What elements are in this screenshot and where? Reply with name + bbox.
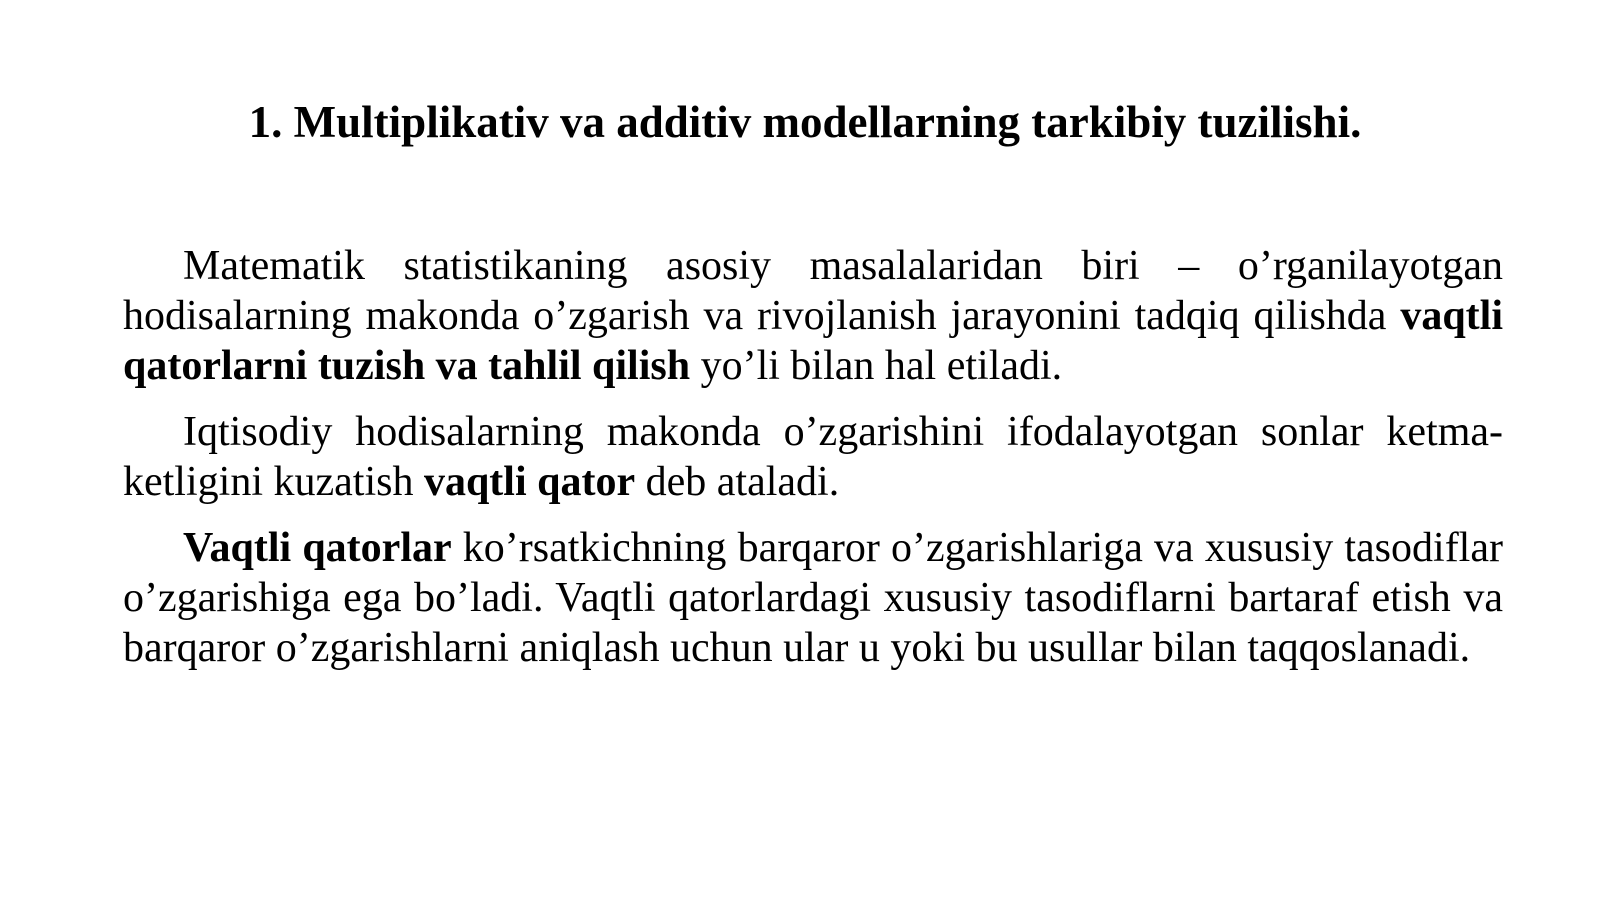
paragraph-1-bold-term: vaqtli qatorlarni tuzish va tahlil qilish	[123, 293, 1503, 389]
paragraph-2-text-end: deb ataladi.	[635, 459, 840, 505]
paragraph-3	[123, 523, 1503, 673]
paragraph-3-text: ko’rsatkichning barqaror o’zgarishlariga va xususiy tasodiflar o’zgarishiga ega bo’ladi. Vaqtli qatorlardagi xususiy tasodiflarni bartaraf etish va barqaror o’zgarishlarni aniqlash uchun ular u yoki bu usullar bilan taqqoslanadi.	[123, 525, 1503, 671]
paragraph-1	[123, 241, 1503, 391]
paragraph-1-text-start: Matematik statistikaning asosiy masalalaridan biri – o’rganilayotgan hodisalarning makonda o’zgarish va rivojlanish jarayonini tadqiq qilishda	[123, 243, 1503, 339]
paragraph-3-bold-term: Vaqtli qatorlar	[183, 525, 452, 571]
paragraph-2-bold-term: vaqtli qator	[423, 459, 636, 505]
slide-title: 1. Multiplikativ va additiv modellarning tarkibiy tuzilishi.	[248, 97, 1362, 147]
paragraph-2	[123, 407, 1503, 507]
slide-body	[123, 241, 1503, 689]
paragraph-2-text-start: Iqtisodiy hodisalarning makonda o’zgarishini ifodalayotgan sonlar ketma-ketligini kuzatish	[123, 409, 1503, 505]
paragraph-1-text-end: yo’li bilan hal etiladi.	[690, 343, 1063, 389]
